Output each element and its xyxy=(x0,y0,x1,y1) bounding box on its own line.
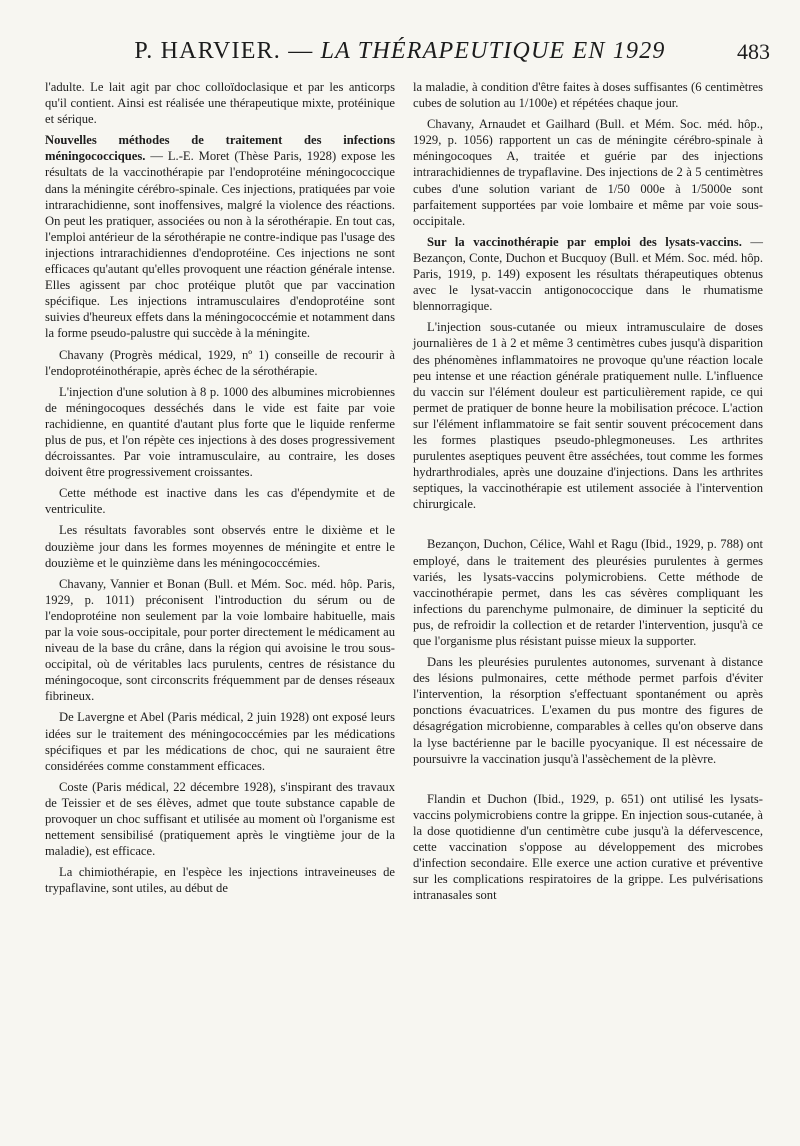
section-heading: Sur la vaccinothérapie par emploi des lysats-vaccins. xyxy=(427,234,742,249)
paragraph: la maladie, à condition d'être faites à doses suffisantes (6 centimètres cubes de solution au 1/100e) et répétées chaque jour. xyxy=(413,80,763,111)
header-title: LA THÉRAPEUTIQUE EN 1929 xyxy=(320,38,666,64)
paragraph-body: — Bezançon, Conte, Duchon et Bucquoy (Bull. et Mém. Soc. méd. hôp. Paris, 1919, p. 149) exposent les résultats thérapeutiques obtenus avec le lysat-vaccin antigonococcique dans le rhumatisme blennorragique. xyxy=(413,234,763,314)
header-author: P. HARVIER. xyxy=(134,38,281,64)
paragraph: Cette méthode est inactive dans les cas d'épendymite et de ventriculite. xyxy=(45,486,395,517)
paragraph: Bezançon, Duchon, Célice, Wahl et Ragu (Ibid., 1929, p. 788) ont employé, dans le traitement des pleurésies purulentes à germes variés, les lysats-vaccins polymicrobiens. Cette méthode de vaccinothérapie permet, dans les cas sévères compliquant les infections du parenchyme pulmonaire, de diminuer la septicité du pus, de refroidir la collection et de retarder l'intervention, jusqu'à ce que l'organisme plus résistant puisse mieux la supporter. xyxy=(413,537,763,648)
header-separator: — xyxy=(281,38,321,64)
paragraph: Coste (Paris médical, 22 décembre 1928), s'inspirant des travaux de Teissier et de ses élèves, admet que toute substance capable de provoquer un choc suffisant et utilisée au moment où l'organisme est nettement sensibilisé (pratiquement après le vingtième jour de la maladie), est efficace. xyxy=(45,779,395,859)
right-column xyxy=(413,79,763,908)
paragraph: L'injection sous-cutanée ou mieux intramusculaire de doses journalières de 1 à 2 et même 3 centimètres cubes jusqu'à disparition des phénomènes inflammatoires ne provoque qu'une réaction locale peu intense et une réaction générale pratiquement nulle. L'influence du vaccin sur l'élément douleur est particulièrement rapide, ce qui permet de pratiquer de bonne heure la mobilisation précoce. L'action sur l'élément inflammatoire se fait sentir souvent précocement dans les formes plastiques pseudo-phlegmoneuses. Les arthrites purulentes aseptiques peuvent être asséchées, tout comme les formes hydrarthrodiales, après une douzaine d'injections. Dans les arthrites septiques, la vaccinothérapie est utilement associée à l'intervention chirurgicale. xyxy=(413,320,763,512)
left-column xyxy=(45,79,395,902)
paragraph: Chavany, Vannier et Bonan (Bull. et Mém. Soc. méd. hôp. Paris, 1929, p. 1011) préconisent l'introduction du sérum ou de l'endoprotéine non seulement par la voie lombaire habituelle, mais par la voie sous-occipitale, pour porter directement le médicament au niveau de la base du crâne, dans la région qui avoisine le trou sous-occipital, où de véritables lacs purulents, centres de résistance du méningocoque, sont circonscrits fréquemment par de denses réseaux fibrineux. xyxy=(45,576,395,704)
section-paragraph xyxy=(45,132,395,341)
paragraph: Dans les pleurésies purulentes autonomes, survenant à distance des lésions pulmonaires, cette méthode permet parfois d'éviter l'intervention, la résorption s'effectuant spontanément ou après ponctions évacuatrices. L'examen du pus montre des figures de désagrégation microbienne, comparables à celles qu'on observe dans la lyse bactérienne par le bacille pyocyanique. Il est nécessaire de poursuivre la vaccination jusqu'à l'assèchement de la plèvre. xyxy=(413,655,763,766)
page-number: 483 xyxy=(737,39,770,64)
paragraph: Flandin et Duchon (Ibid., 1929, p. 651) ont utilisé les lysats-vaccins polymicrobiens contre la grippe. En injection sous-cutanée, à la dose quotidienne d'un centimètre cube jusqu'à la défervescence, cette vaccination s'oppose au développement des microbes d'infection secondaire. Elle exerce une action curative et préventive sur les complications respiratoires de la grippe. Les pulvérisations intranasales sont xyxy=(413,791,763,903)
paragraph-body: — L.-E. Moret (Thèse Paris, 1928) expose les résultats de la vaccinothérapie par l'endoprotéine méningococcique dans la méningite cérébro-spinale. Ces injections, pratiquées par voie intrarachidienne, sont inoffensives, malgré la violence des réactions. On peut les pratiquer, associées ou non à la sérothérapie. En tout cas, l'emploi antérieur de la sérothérapie ne contre-indique pas l'usage des injections intrarachidiennes d'endoprotéine. Ces injections ne sont efficaces qu'autant qu'elles provoquent une réaction générale intense. Elles agissent par choc protéique plutôt que par vaccination spécifique. Les injections intramusculaires d'endoprotéine sont suivies d'heureux effets dans la méningococcémie et notamment dans la forme pseudo-palustre qui succède à la méningite. xyxy=(45,149,395,341)
paragraph: Chavany, Arnaudet et Gailhard (Bull. et Mém. Soc. méd. hôp., 1929, p. 1056) rapportent un cas de méningite cérébro-spinale à méningocoques A, traitée et guérie par des injections intrarachidiennes de trypaflavine. Des injections de 2 à 5 centimètres cubes d'une solution variant de 1/50 000e à 1/5000e sont parfaitement supportées par voie lombaire et même par voie sous-occipitale. xyxy=(413,117,763,228)
section-paragraph xyxy=(413,234,763,314)
section-heading: Nouvelles méthodes de traitement des infections méningococciques. xyxy=(45,133,395,164)
running-header xyxy=(20,38,780,72)
paragraph: De Lavergne et Abel (Paris médical, 2 juin 1928) ont exposé leurs idées sur le traitement des méningococcémies par les médications spécifiques et par les médications de choc, qui ne sauraient être considérées comme constamment efficaces. xyxy=(45,710,395,773)
paragraph: l'adulte. Le lait agit par choc colloïdoclasique et par les anticorps qu'il contient. Ainsi est réalisée une thérapeutique mixte, protéinique et sérique. xyxy=(45,80,395,127)
paragraph: La chimiothérapie, en l'espèce les injections intraveineuses de trypaflavine, sont utiles, au début de xyxy=(45,865,395,896)
paragraph: Chavany (Progrès médical, 1929, nº 1) conseille de recourir à l'endoprotéinothérapie, après échec de la sérothérapie. xyxy=(45,347,395,378)
paragraph: L'injection d'une solution à 8 p. 1000 des albumines microbiennes de méningocoques desséchés dans le vide est faite par voie rachidienne, en quantité d'autant plus forte que le liquide renferme plus de pus, et l'on répète ces injections à des doses progressivement décroissantes. Par voie intramusculaire, au contraire, les doses doivent être progressivement croissantes. xyxy=(45,384,395,480)
paragraph: Les résultats favorables sont observés entre le dixième et le douzième jour dans les formes moyennes de méningite et entre le douzième et le quinzième dans les méningococcémies. xyxy=(45,523,395,570)
running-title xyxy=(20,38,780,65)
